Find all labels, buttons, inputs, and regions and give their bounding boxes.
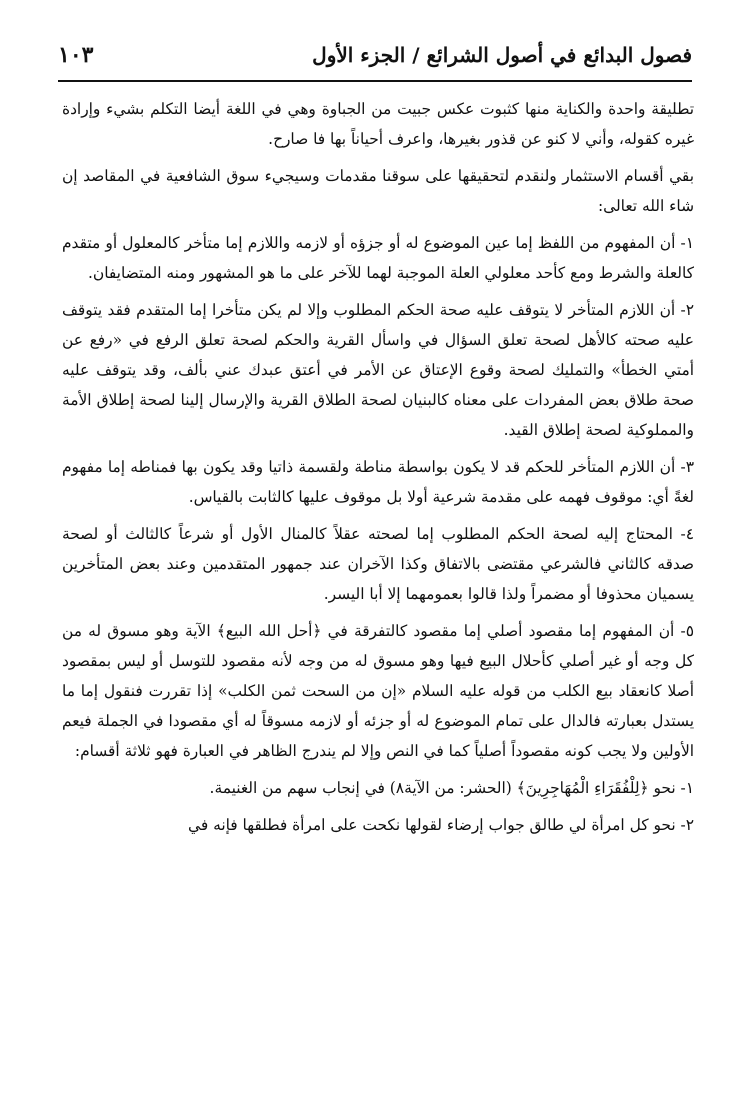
paragraph-point-4: ٤- المحتاج إليه لصحة الحكم المطلوب إما لصحته عقلاً كالمنال الأول أو شرعاً كالثالث أو لصحة صدقه كالثاني فالشرعي مقتضى بالاتفاق وكذا الآخران عند جمهور المتقدمين وعند بعض المتأخرين يسميان محذوفا أو مضمراً ولذا قالوا بعمومهما إلا أبا اليسر. bbox=[62, 525, 694, 603]
page-header bbox=[58, 30, 692, 82]
paragraph-subpoint-1: ١- نحو ﴿لِلْفُقَرَاءِ الْمُهَاجِرِينَ﴾ (الحشر: من الآية٨) في إنجاب سهم من الغنيمة. bbox=[209, 779, 694, 797]
paragraph-point-2: ٢- أن اللازم المتأخر لا يتوقف عليه صحة الحكم المطلوب وإلا لم يكن متأخرا إما المتقدم فقد يتوقف عليه صحته كالأهل لصحة تعلق السؤال في واسأل القرية والحكم لصحة تعلق الرفع في «رفع عن أمتي الخطأ» والتمليك لصحة وقوع الإعتاق عن الأمر في أعتق عبدك عني بألف، وقد يتوقف عليه صحة طلاق بعض المفردات على معناه كالبنيان لصحة الطلاق القرية والإرسال إلينا لصحة إطلاق الأمة والمملوكية لصحة إطلاق القيد. bbox=[62, 301, 694, 439]
page-body bbox=[62, 94, 694, 847]
paragraph-subpoint-2: ٢- نحو كل امرأة لي طالق جواب إرضاء لقولها نكحت على امرأة فطلقها فإنه في bbox=[188, 816, 694, 834]
paragraph-point-5: ٥- أن المفهوم إما مقصود أصلي إما مقصود كالتفرقة في ﴿أحل الله البيع﴾ الآية وهو مسوق له من كل وجه أو غير أصلي كأحلال البيع فيها وهو مسوق له من وجه لأنه مقصود للتوسل أو ليس بمقصود أصلا كانعقاد بيع الكلب من قوله عليه السلام «إن من السحت ثمن الكلب» إذا تقررت فنقول إما ما يستدل بعبارته فالدال على تمام الموضوع له أو جزئه أو لازمه مسوقاً له أي مقصودا في الجملة فيعم الأولين ولا يجب كونه مقصوداً أصلياً كما في النص وإلا لم يندرج الظاهر في العبارة فهو ثلاثة أقسام: bbox=[62, 622, 694, 760]
running-title: فصول البدائع في أصول الشرائع / الجزء الأول bbox=[312, 43, 692, 67]
paragraph-continuation: تطليقة واحدة والكناية منها كثبوت عكس جبيت من الجباوة وهي في اللغة أيضا التكلم بشيء وإرادة غيره كقوله، وأني لا كنو عن قذور بغيرها، واعرف أحياناً بها فا صارح. bbox=[62, 100, 694, 148]
paragraph-point-3: ٣- أن اللازم المتأخر للحكم قد لا يكون بواسطة مناطة ولقسمة ذاتيا وقد يكون بها فمناطه إما مفهوم لغةً أي: موقوف فهمه على مقدمة شرعية أولا بل موقوف عليها كالثابت بالقياس. bbox=[62, 458, 694, 506]
paragraph-point-1: ١- أن المفهوم من اللفظ إما عين الموضوع له أو جزؤه أو لازمه واللازم إما متأخر كالمعلول أو متقدم كالعلة والشرط ومع كأحد معلولي العلة الموجبة لهما للآخر على ما هو المشهور ومنه المتضايفان. bbox=[62, 234, 694, 282]
paragraph-intro: بقي أقسام الاستثمار ولنقدم لتحقيقها على سوقنا مقدمات وسيجيء سوق الشافعية في المقاصد إن شاء الله تعالى: bbox=[62, 167, 694, 215]
page-number: ١٠٣ bbox=[58, 42, 94, 68]
